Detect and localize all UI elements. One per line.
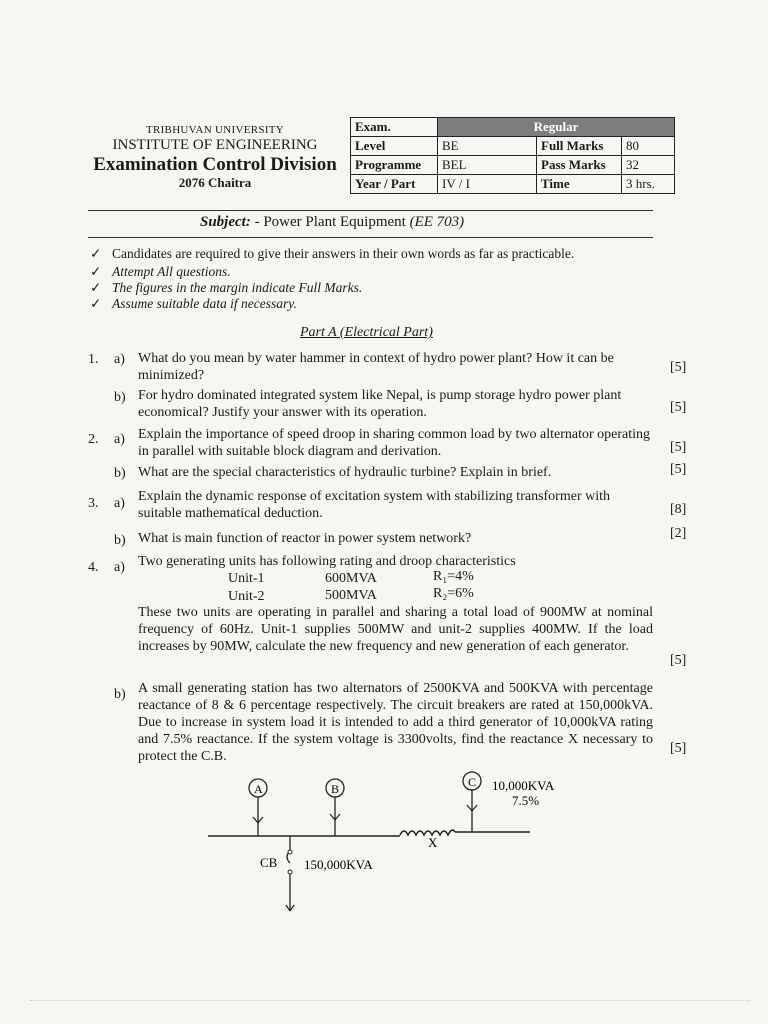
unit-1-droop: R₁=4% bbox=[433, 569, 474, 584]
subject-line bbox=[200, 214, 464, 231]
subject-code: (EE 703) bbox=[409, 214, 465, 230]
question-text: What is main function of reactor in power system network? bbox=[138, 531, 472, 546]
instruction-4: ✓ Assume suitable data if necessary. bbox=[90, 296, 297, 311]
checkmark-icon: ✓ bbox=[90, 264, 102, 279]
unit-1-name: Unit-1 bbox=[228, 571, 265, 586]
full-marks-value: 80 bbox=[622, 137, 675, 156]
question-marks: [5] bbox=[670, 653, 687, 668]
question-marks: [8] bbox=[670, 502, 687, 517]
question-sub: b) bbox=[114, 466, 126, 481]
year-part-label: Year / Part bbox=[351, 175, 438, 194]
question-number: 2. bbox=[88, 432, 99, 447]
reactor-label: X bbox=[428, 835, 438, 850]
unit-2-rating: 500MVA bbox=[325, 588, 377, 603]
pass-marks-label: Pass Marks bbox=[537, 156, 622, 175]
divider-top bbox=[88, 210, 653, 211]
unit-2-name: Unit-2 bbox=[228, 589, 265, 604]
exam-type-value: Regular bbox=[438, 118, 675, 137]
circuit-diagram bbox=[190, 765, 590, 920]
question-marks: [5] bbox=[670, 440, 687, 455]
question-text: What do you mean by water hammer in context of hydro power plant? How it can be minimized? bbox=[138, 351, 614, 383]
instruction-2: ✓ Attempt All questions. bbox=[90, 264, 231, 279]
unit-2-droop: R₂=6% bbox=[433, 586, 474, 601]
generator-c-reactance: 7.5% bbox=[512, 793, 540, 808]
checkmark-icon: ✓ bbox=[90, 280, 102, 295]
instruction-1: ✓ Candidates are required to give their answers in their own words as far as practicable. bbox=[90, 246, 575, 261]
year-part-value: IV / I bbox=[438, 175, 537, 194]
university-name: TRIBHUVAN UNIVERSITY bbox=[145, 124, 285, 136]
full-marks-label: Full Marks bbox=[537, 137, 622, 156]
question-sub: a) bbox=[114, 560, 125, 575]
subject-label: Subject: bbox=[200, 214, 251, 230]
question-sub: b) bbox=[114, 687, 126, 702]
question-text: Explain the importance of speed droop in sharing common load by two alternator operating in parallel with suitable block diagram and derivation. bbox=[138, 427, 651, 459]
part-title: Part A (Electrical Part) bbox=[300, 325, 433, 340]
time-label: Time bbox=[537, 175, 622, 194]
unit-1-rating: 600MVA bbox=[325, 571, 377, 586]
question-sub: a) bbox=[114, 496, 125, 511]
exam-header bbox=[70, 124, 360, 191]
question-text: Explain the dynamic response of excitation system with stabilizing transformer with suitable mathematical deduction. bbox=[138, 489, 611, 521]
checkmark-icon: ✓ bbox=[90, 296, 102, 311]
divider-bottom bbox=[88, 237, 653, 238]
question-text: For hydro dominated integrated system like Nepal, is pump storage hydro power plant economical? Justify your answer with its operation. bbox=[138, 388, 622, 420]
question-marks: [5] bbox=[670, 400, 687, 415]
question-sub: b) bbox=[114, 533, 126, 548]
question-sub: a) bbox=[114, 352, 125, 367]
instruction-3: ✓ The figures in the margin indicate Full Marks. bbox=[90, 280, 363, 295]
pass-marks-value: 32 bbox=[622, 156, 675, 175]
generator-a-label: A bbox=[254, 782, 263, 796]
question-marks: [2] bbox=[670, 526, 687, 541]
question-text: Two generating units has following rating and droop characteristics bbox=[138, 554, 516, 569]
question-number: 1. bbox=[88, 352, 99, 367]
question-number: 4. bbox=[88, 560, 99, 575]
cb-rating: 150,000KVA bbox=[304, 857, 373, 872]
question-number: 3. bbox=[88, 496, 99, 511]
question-text: A small generating station has two alternators of 2500KVA and 500KVA with percentage reactance of 8 & 6 percentage respectively. The circuit breakers are rated at 150,000kVA. Due to increase in system load it is intended to add a third generator of 10,000kVA rating and 7.5% reactance. If the system voltage is 3300volts, find the reactance X necessary to protect the C.B. bbox=[138, 681, 653, 764]
subject-name: - Power Plant Equipment bbox=[250, 214, 410, 230]
exam-info-table bbox=[350, 117, 675, 194]
question-text: What are the special characteristics of hydraulic turbine? Explain in brief. bbox=[138, 465, 552, 480]
generator-c-rating: 10,000KVA bbox=[492, 778, 555, 793]
time-value: 3 hrs. bbox=[622, 175, 675, 194]
page-edge-noise bbox=[30, 1000, 750, 1002]
checkmark-icon: ✓ bbox=[90, 246, 102, 261]
question-marks: [5] bbox=[670, 462, 687, 477]
exam-session: 2076 Chaitra bbox=[178, 174, 252, 190]
division-title: Examination Control Division bbox=[93, 153, 337, 175]
generator-b-label: B bbox=[331, 782, 340, 796]
institute-name: INSTITUTE OF ENGINEERING bbox=[112, 136, 318, 153]
level-label: Level bbox=[351, 137, 438, 156]
question-marks: [5] bbox=[670, 360, 687, 375]
generator-c-label: C bbox=[468, 775, 477, 789]
cb-label: CB bbox=[260, 855, 278, 870]
programme-label: Programme bbox=[351, 156, 438, 175]
question-sub: a) bbox=[114, 432, 125, 447]
exam-label: Exam. bbox=[351, 118, 438, 137]
question-text: These two units are operating in parallel and sharing a total load of 900MW at nominal frequency of 60Hz. Unit-1 supplies 500MW and unit-2 supplies 400MW. If the load increases by 90MW, calculate the new frequency and new generation of each generator. bbox=[138, 605, 653, 654]
question-marks: [5] bbox=[670, 741, 687, 756]
programme-value: BEL bbox=[438, 156, 537, 175]
level-value: BE bbox=[438, 137, 537, 156]
question-sub: b) bbox=[114, 390, 126, 405]
